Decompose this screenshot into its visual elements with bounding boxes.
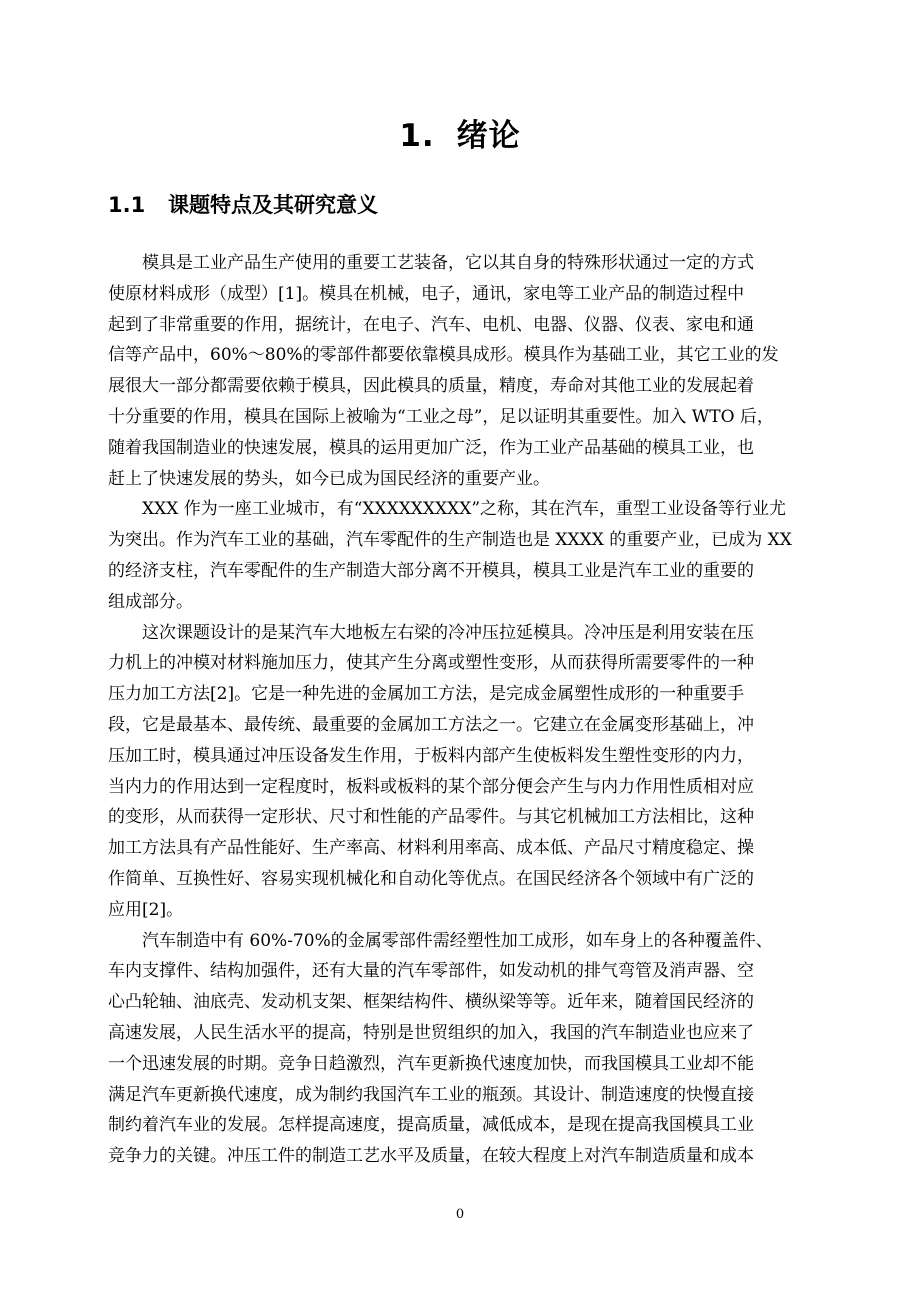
paragraph-4: 汽车制造中有 60%-70%的金属零部件需经塑性加工成形，如车身上的各种覆盖件、 车内支撑件、结构加强件，还有大量的汽车零部件，如发动机的排气弯管及消声器、空 心凸轮轴、油底壳、发动机支架、框架结构件、横纵梁等等。近年来，随着国民经济的 高速发展，人民生活水平的提高，特别是世贸组织的加入，我国的汽车制造业也应来了 一个迅速发展的时期。竞争日趋激烈，汽车更新换代速度加快，而我国模具工业却不能 满足汽车更新换代速度，成为制约我国汽车工业的瓶颈。其设计、制造速度的快慢直接 制约着汽车业的发展。怎样提高速度，提高质量，减低成本，是现在提高我国模具工业 竞争力的关键。冲压工件的制造工艺水平及质量，在较大程度上对汽车制造质量和成本 bbox=[108, 930, 773, 1167]
chapter-heading bbox=[0, 112, 920, 160]
chapter-title: 绪论 bbox=[456, 118, 521, 154]
paragraph-3: 这次课题设计的是某汽车大地板左右梁的冷冲压拉延模具。冷冲压是利用安装在压 力机上的冲模对材料施加压力，使其产生分离或塑性变形，从而获得所需要零件的一种 压力加工方法[2]。它是一种先进的金属加工方法，是完成金属塑性成形的一种重要手 段，它是最基本、最传统、最重要的金属加工方法之一。它建立在金属变形基础上，冲 压加工时，模具通过冲压设备发生作用，于板料内部产生使板料发生塑性变形的内力， 当内力的作用达到一定程度时，板料或板料的某个部分便会产生与内力作用性质相对应 的变形，从而获得一定形状、尺寸和性能的产品零件。与其它机械加工方法相比，这种 加工方法具有产品性能好、生产率高、材料利用率高、成本低、产品尺寸精度稳定、操 作简单、互换性好、容易实现机械化和自动化等优点。在国民经济各个领域中有广泛的 应用[2]。 bbox=[108, 622, 754, 920]
section-heading bbox=[108, 189, 378, 221]
body-text bbox=[108, 248, 814, 1172]
chapter-number: 1. bbox=[399, 118, 435, 154]
section-title: 课题特点及其研究意义 bbox=[168, 193, 378, 217]
section-number: 1.1 bbox=[108, 193, 146, 217]
paragraph-1: 模具是工业产品生产使用的重要工艺装备，它以其自身的特殊形状通过一定的方式 使原材料成形（成型）[1]。模具在机械，电子，通讯，家电等工业产品的制造过程中 起到了非常重要的作用，据统计，在电子、汽车、电机、电器、仪器、仪表、家电和通 信等产品中，60%～80%的零部件都要依靠模具成形。模具作为基础工业，其它工业的发 展很大一部分都需要依赖于模具，因此模具的质量，精度，寿命对其他工业的发展起着 十分重要的作用，模具在国际上被喻为“工业之母”，足以证明其重要性。加入 WTO 后， 随着我国制造业的快速发展，模具的运用更加广泛，作为工业产品基础的模具工业，也 赶上了快速发展的势头，如今已成为国民经济的重要产业。 bbox=[108, 253, 779, 489]
page-number: 0 bbox=[455, 1207, 465, 1222]
paragraph-2: XXX 作为一座工业城市，有“XXXXXXXXX”之称，其在汽车，重型工业设备等行业尤 为突出。作为汽车工业的基础，汽车零配件的生产制造也是 XXXX 的重要产业，已成为 XX 的经济支柱，汽车零配件的生产制造大部分离不开模具，模具工业是汽车工业的重要的 组成部分。 bbox=[108, 499, 792, 612]
